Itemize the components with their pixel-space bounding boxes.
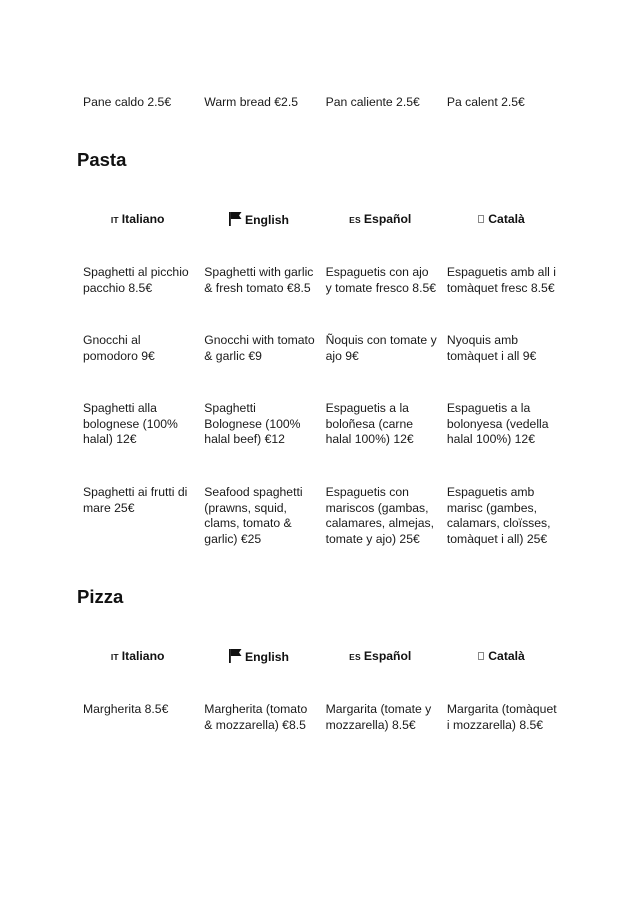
language-header-row (77, 212, 565, 228)
menu-cell-ca: Pa calent 2.5€ (446, 95, 525, 109)
menu-cell-ca: Espaguetis amb marisc (gambes, calamars, cloïsses, tomàquet i all) 25€ (446, 485, 551, 546)
catalonia-flag-icon (478, 652, 484, 660)
menu-cell-it: Spaghetti al picchio pacchio 8.5€ (83, 265, 189, 295)
menu-cell-it: Gnocchi al pomodoro 9€ (83, 333, 155, 363)
menu-cell-es: Margarita (tomate y mozzarella) 8.5€ (325, 702, 432, 732)
italy-flag-icon: IT (110, 652, 119, 662)
menu-cell-en: Margherita (tomato & mozzarella) €8.5 (204, 702, 308, 732)
header-english: English (198, 212, 319, 228)
menu-cell-it: Spaghetti alla bolognese (100% halal) 12€ (83, 401, 178, 447)
menu-cell-en: Gnocchi with tomato & garlic €9 (204, 333, 315, 363)
intro-row (77, 95, 565, 111)
menu-row (77, 333, 565, 364)
menu-cell-ca: Espaguetis a la bolonyesa (vedella halal 100%) 12€ (446, 401, 549, 447)
menu-cell-it: Spaghetti ai frutti di mare 25€ (83, 485, 188, 515)
flag-icon (229, 649, 242, 663)
language-header-row (77, 649, 565, 665)
menu-row (77, 265, 565, 296)
catalonia-flag-icon (478, 215, 484, 223)
flag-icon (229, 212, 242, 226)
section-title-pizza: Pizza (77, 586, 124, 607)
menu-cell-it: Margherita 8.5€ (83, 702, 169, 716)
menu-cell-en: Seafood spaghetti (prawns, squid, clams, tomato & garlic) €25 (204, 485, 303, 546)
menu-row (77, 485, 565, 547)
header-italiano: IT Italiano (110, 212, 165, 226)
menu-cell-es: Ñoquis con tomate y ajo 9€ (325, 333, 437, 363)
menu-cell-es: Espaguetis con mariscos (gambas, calamares, almejas, tomate y ajo) 25€ (325, 485, 434, 546)
header-espanol: ES Español (349, 212, 412, 226)
italy-flag-icon: IT (110, 215, 119, 225)
menu-cell-en: Spaghetti with garlic & fresh tomato €8.5 (204, 265, 314, 295)
menu-row (77, 401, 565, 448)
spain-flag-icon: ES (349, 215, 361, 225)
menu-row (77, 702, 565, 733)
menu-cell-en: Warm bread €2.5 (204, 95, 298, 109)
menu-cell-ca: Nyoquis amb tomàquet i all 9€ (446, 333, 537, 363)
section-title-pasta: Pasta (77, 149, 127, 170)
header-catala: Català (441, 649, 562, 665)
header-english: English (198, 649, 319, 665)
header-espanol: ES Español (349, 649, 412, 663)
menu-cell-es: Espaguetis a la boloñesa (carne halal 100%) 12€ (325, 401, 414, 447)
menu-cell-en: Spaghetti Bolognese (100% halal beef) €12 (204, 401, 301, 447)
menu-cell-es: Espaguetis con ajo y tomate fresco 8.5€ (325, 265, 437, 295)
menu-cell-ca: Espaguetis amb all i tomàquet fresc 8.5€ (446, 265, 556, 295)
menu-cell-it: Pane caldo 2.5€ (83, 95, 172, 109)
spain-flag-icon: ES (349, 652, 361, 662)
header-italiano: IT Italiano (110, 649, 165, 663)
header-catala: Català (441, 212, 562, 228)
menu-cell-ca: Margarita (tomàquet i mozzarella) 8.5€ (446, 702, 557, 732)
menu-cell-es: Pan caliente 2.5€ (325, 95, 420, 109)
